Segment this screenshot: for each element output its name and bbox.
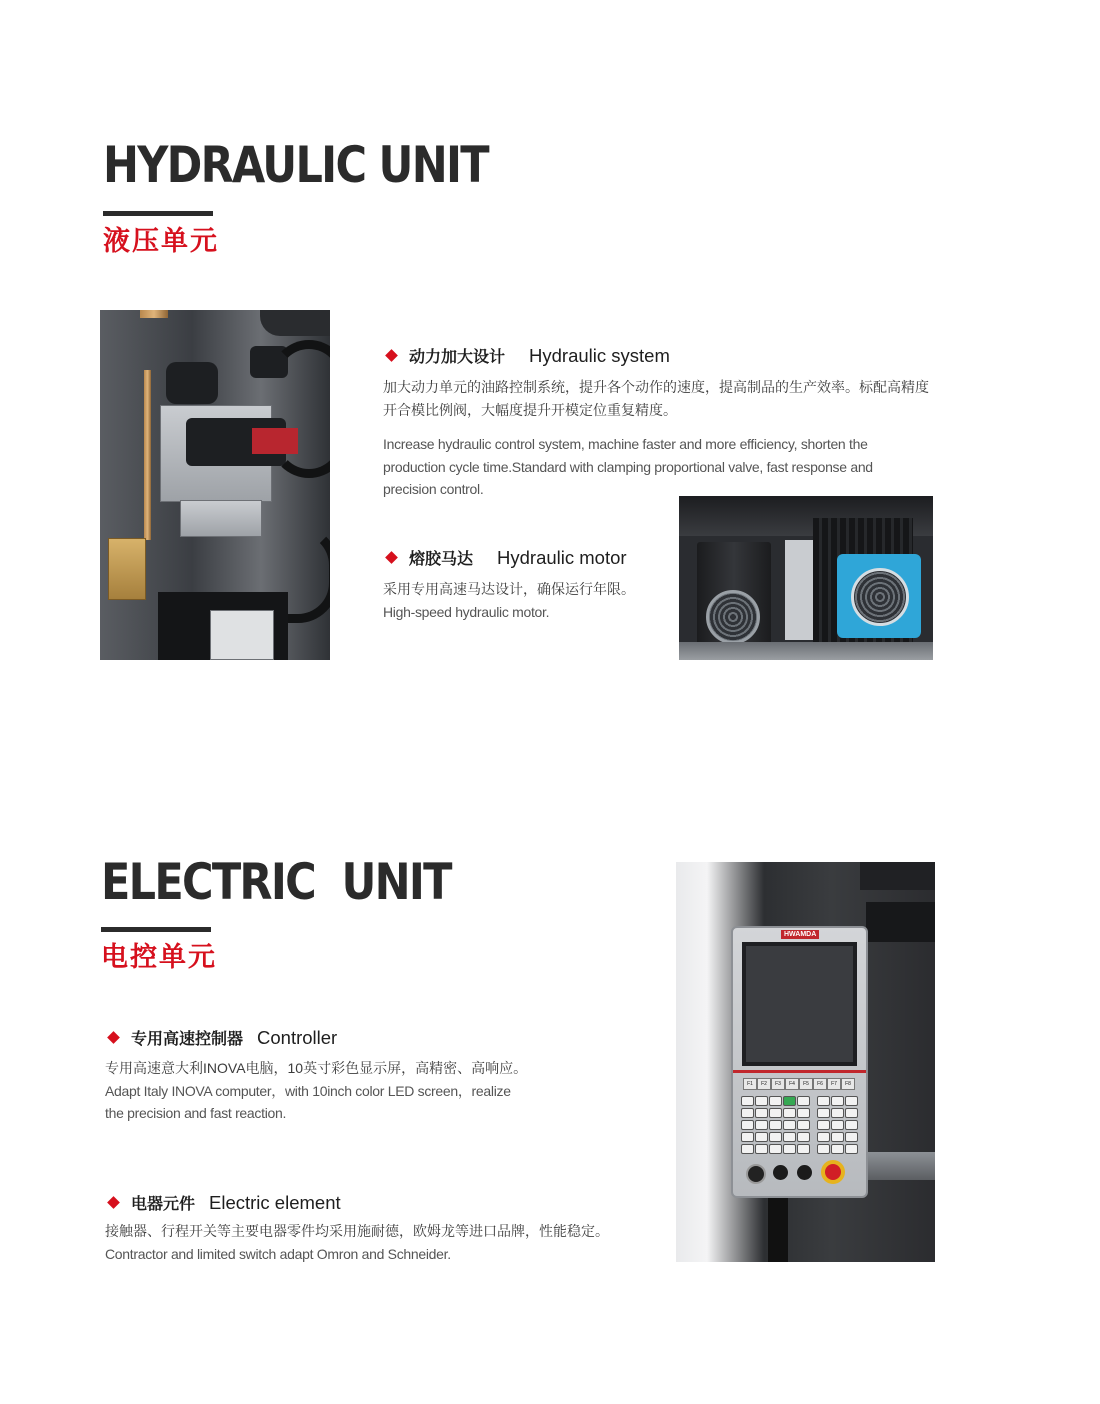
keypad-key: [755, 1132, 768, 1142]
keypad-key: [817, 1120, 830, 1130]
feature-hydraulic-motor: [383, 546, 627, 569]
keypad-key: [769, 1144, 782, 1154]
keypad-key: [845, 1108, 858, 1118]
keypad-key: [769, 1108, 782, 1118]
keypad-key: [831, 1132, 844, 1142]
function-key: F8: [841, 1078, 855, 1090]
feature-title-en: Hydraulic system: [529, 344, 670, 366]
keypad-key: [797, 1120, 810, 1130]
electric-subtitle-cn: 电控单元: [101, 942, 217, 972]
function-key: F7: [827, 1078, 841, 1090]
keypad-key: [769, 1120, 782, 1130]
desc-en-line: the precision and fast reaction.: [105, 1105, 287, 1121]
keypad-key: [783, 1096, 796, 1106]
keypad-key: [741, 1132, 754, 1142]
keypad-key: [831, 1144, 844, 1154]
keypad-key: [783, 1120, 796, 1130]
feature-hydraulic-system: [383, 344, 670, 367]
keypad-key: [755, 1096, 768, 1106]
keypad-key: [741, 1096, 754, 1106]
function-key: F2: [757, 1078, 771, 1090]
desc-cn-line: 加大动力单元的油路控制系统，提升各个动作的速度，提高制品的生产效率。标配高精度: [383, 379, 929, 395]
fan-icon: [706, 590, 760, 644]
keypad-key: [797, 1144, 810, 1154]
keypad-key: [817, 1144, 830, 1154]
keypad-key: [797, 1132, 810, 1142]
keypad-key: [783, 1132, 796, 1142]
keypad-key: [831, 1096, 844, 1106]
red-diamond-icon: [385, 551, 398, 564]
keypad-key: [741, 1108, 754, 1118]
feature-title-cn: 熔胶马达: [409, 551, 474, 568]
feature-title-cn: 专用高速控制器: [131, 1031, 244, 1048]
desc-en-line: Increase hydraulic control system, machine faster and more efficiency, shorten the: [383, 436, 868, 452]
keypad-key: [845, 1132, 858, 1142]
desc-en-line: production cycle time.Standard with clamping proportional valve, fast response and: [383, 458, 873, 475]
hydraulic-title-rule: [103, 211, 213, 216]
keypad-key: [741, 1144, 754, 1154]
keypad-key: [817, 1108, 830, 1118]
controller-photo: [676, 862, 935, 1262]
feature-title-cn: 动力加大设计: [409, 349, 506, 366]
keypad-key: [845, 1120, 858, 1130]
black-button: [797, 1165, 812, 1180]
keypad-key: [769, 1132, 782, 1142]
function-key: F1: [743, 1078, 757, 1090]
keypad-key: [831, 1120, 844, 1130]
function-key-row: [743, 1078, 858, 1090]
keypad-key: [769, 1096, 782, 1106]
feature-title-en: Hydraulic motor: [497, 546, 627, 568]
desc-cn-line: 接触器、行程开关等主要电器零件均采用施耐德，欧姆龙等进口品牌，性能稳定。: [105, 1223, 609, 1239]
keypad-key: [817, 1096, 830, 1106]
function-key: F4: [785, 1078, 799, 1090]
feature-controller: [105, 1026, 337, 1049]
electric-title-rule: [101, 927, 211, 932]
keypad: [741, 1096, 861, 1158]
keypad-key: [755, 1108, 768, 1118]
feature-title-en: Electric element: [209, 1191, 341, 1213]
desc-cn-line: 开合模比例阀，大幅度提升开模定位重复精度。: [383, 401, 677, 418]
feature-hydraulic-motor-desc: [383, 578, 663, 623]
desc-en-line: High-speed hydraulic motor.: [383, 603, 550, 620]
keypad-key: [845, 1096, 858, 1106]
keypad-key: [783, 1144, 796, 1154]
feature-controller-desc: [105, 1057, 575, 1125]
emergency-stop-button: [821, 1160, 845, 1184]
function-key: F5: [799, 1078, 813, 1090]
feature-electric-element-desc: [105, 1220, 625, 1265]
red-diamond-icon: [107, 1196, 120, 1209]
desc-en-line: precision control.: [383, 481, 484, 497]
red-diamond-icon: [107, 1031, 120, 1044]
feature-hydraulic-system-desc: [383, 376, 943, 501]
black-button: [773, 1165, 788, 1180]
keypad-key: [797, 1096, 810, 1106]
keypad-key: [845, 1144, 858, 1154]
red-diamond-icon: [385, 349, 398, 362]
hydraulic-title: HYDRAULIC UNIT: [103, 136, 488, 194]
key-switch: [746, 1164, 766, 1184]
hydraulic-motor-photo: [679, 496, 933, 660]
function-key: F6: [813, 1078, 827, 1090]
feature-electric-element: [105, 1191, 341, 1214]
desc-en-line: Adapt Italy INOVA computer，with 10inch color LED screen，realize: [105, 1082, 511, 1099]
keypad-key: [755, 1144, 768, 1154]
keypad-key: [831, 1108, 844, 1118]
desc-en-line: Contractor and limited switch adapt Omron and Schneider.: [105, 1245, 451, 1262]
controller-brand-label: HWAMDA: [781, 930, 819, 939]
keypad-key: [741, 1120, 754, 1130]
feature-title-cn: 电器元件: [131, 1196, 196, 1213]
controller-panel: [731, 926, 868, 1198]
keypad-key: [755, 1120, 768, 1130]
keypad-key: [783, 1108, 796, 1118]
fan-icon: [851, 568, 909, 626]
hydraulic-subtitle-cn: 液压单元: [103, 226, 219, 256]
controller-screen: [742, 942, 857, 1066]
desc-cn-line: 专用高速意大利INOVA电脑，10英寸彩色显示屏，高精密、高响应。: [105, 1060, 528, 1076]
keypad-key: [797, 1108, 810, 1118]
electric-title: ELECTRIC UNIT: [101, 853, 451, 911]
keypad-key: [817, 1132, 830, 1142]
desc-cn-line: 采用专用高速马达设计，确保运行年限。: [383, 581, 635, 597]
feature-title-en: Controller: [257, 1026, 338, 1048]
function-key: F3: [771, 1078, 785, 1090]
hydraulic-valve-photo: [100, 310, 330, 660]
